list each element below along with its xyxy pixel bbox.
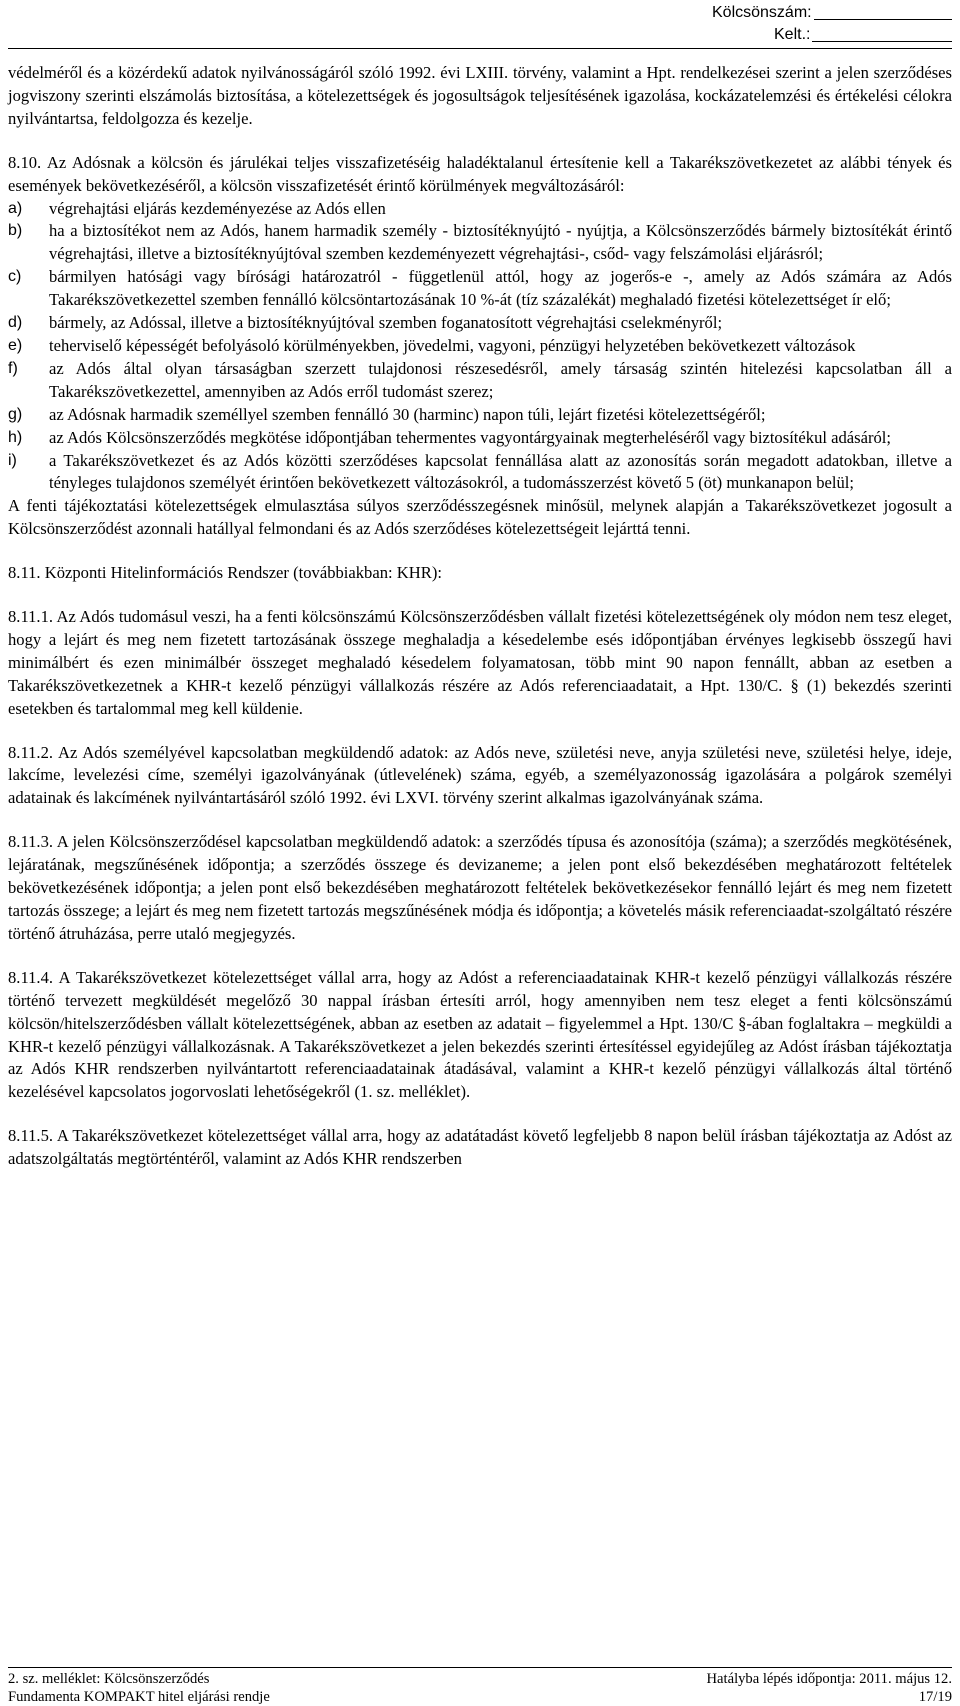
list-item: d) bármely, az Adóssal, illetve a biztosítéknyújtóval szemben foganatosított végrehajtási cselekményről; [8,313,723,333]
section-8-11-5: 8.11.5. A Takarékszövetkezet kötelezettséget vállal arra, hogy az adatátadást követő legfeljebb 8 napon belül írásban tájékoztatja az Adóst az adatszolgáltatás megtörténtéről, valamint az Adós KHR rendszerben [8,1126,952,1169]
header-divider [8,48,952,49]
section-8-11-3: 8.11.3. A jelen Kölcsönszerződésel kapcsolatban megküldendő adatok: a szerződés típusa és azonosítója (száma); a szerződés megkötésének, lejáratának, megszűnésének időpontja; a szerződés összege és devizaneme; a jelen pont első bekezdésében meghatározott feltételek bekövetkezésének időpontja; a jelen pont első bekezdésében meghatározott feltételek bekövetkezésekor fennálló lejárt és meg nem fizetett tartozás összege; a lejárt és meg nem fizetett tartozás megszűnésének módja és időpontja; a követelés másik referenciaadat-szolgáltató részére történő átruházása, perre utaló megjegyzés. [8,832,952,943]
page-header [712,2,952,46]
section-8-11-4: 8.11.4. A Takarékszövetkezet kötelezettséget vállal arra, hogy az Adóst a referenciaadatainak KHR-t kezelő pénzügyi vállalkozás részére történő tervezett megküldését megelőző 30 nappal írásban értesíti arról, hogy amennyiben nem tesz eleget a fenti kölcsönszámú kölcsön/hitelszerződésben vállalt kötelezettségének, abban az esetben az adatait – figyelemmel a Hpt. 130/C §-ában foglaltakra – megküldi a KHR-t kezelő pénzügyi vállalkozásnak. A Takarékszövetkezet a jelen bekezdés szerinti értesítéssel egyidejűleg az Adóst írásban tájékoztatja az Adós KHR rendszerben nyilvántartott referenciaadatainak átadásával, valamint a KHR-t kezelő pénzügyi vállalkozás által történő kezelésével kapcsolatos jogorvoslati lehetőségekről (1. sz. melléklet). [8,967,952,1102]
footer-effective-date: Hatályba lépés időpontja: 2011. május 12. [706,1671,952,1687]
list-item: h) az Adós Kölcsönszerződés megkötése időpontjában tehermentes vagyontárgyainak megterheléséről vagy biztosítékul adásáról; [8,427,892,447]
page-footer [8,1667,952,1706]
page-number: 17/19 [918,1689,952,1705]
intro-paragraph: védelméről és a közérdekű adatok nyilvánosságáról szóló 1992. évi LXIII. törvény, valamint a Hpt. rendelkezései szerint a jelen szerződéses jogviszony szerinti elszámolás biztosítása, a kötelezettségek és jogosultságok teljesítésének igazolása, kockázatelemzési és értékelési célokra nyilvántartsa, feldolgozza és kezelje. [8,63,952,128]
footer-document-title: Fundamenta KOMPAKT hitel eljárási rendje [8,1689,270,1705]
footer-attachment: 2. sz. melléklet: Kölcsönszerződés [8,1671,210,1687]
list-item: e) teherviselő képességét befolyásoló körülményekben, jövedelmi, vagyoni, pénzügyi helyzetében bekövetkezett változások [8,335,856,355]
section-8-10-closing: A fenti tájékoztatási kötelezettségek elmulasztása súlyos szerződésszegésnek minősül, melynek alapján a Takarékszövetkezet jogosult a Kölcsönszerződést azonnali hatállyal felmondani és az Adós szerződéses kötelezettségeit lejárttá tenni. [8,496,952,539]
loan-number-label: Kölcsönszám: [712,4,812,21]
section-8-11-heading: 8.11. Központi Hitelinformációs Rendszer (továbbiakban: KHR): [8,563,442,583]
loan-number-field [712,2,952,24]
date-field [712,24,952,46]
section-8-10: 8.10. Az Adósnak a kölcsön és járulékai teljes visszafizetéséig haladéktalanul értesítenie kell a Takarékszövetkezetet az alábbi tények és események bekövetkezéséről, a kölcsön visszafizetését érintő körülmények megváltozásáról: [8,152,952,195]
section-8-11-1: 8.11.1. Az Adós tudomásul veszi, ha a fenti kölcsönszámú Kölcsönszerződésben vállalt fizetési kötelezettségének oly módon nem tesz eleget, hogy a lejárt és meg nem fizetett tartozásának összege meghaladja a késedelembe esés időpontjában érvényes legkisebb összegű havi minimálbért és ezen minimálbér összeget meghaladó késedelem folyamatosan, több mint 90 napon fennállt, abban az esetben a Takarékszövetkezetnek a KHR-t kezelő pénzügyi vállalkozás részére az Adós referenciaadatait, a Hpt. 130/C. § (1) bekezdés szerinti esetekben és tartalommal meg kell küldenie. [8,607,952,718]
list-item: a) végrehajtási eljárás kezdeményezése az Adós ellen [8,198,386,218]
loan-number-blank [814,2,952,20]
date-blank [812,24,952,42]
list-item: g) az Adósnak harmadik személlyel szemben fennálló 30 (harminc) napon túli, lejárt fizetési kötelezettségéről; [8,404,766,424]
list-item: c) bármilyen hatósági vagy bírósági határozatról - függetlenül attól, hogy az jogerős-e -, amely az Adós számára az Adós Takarékszövetkezettel szemben fennálló kölcsöntartozásának 10 %-át (tíz százalékát) meghaladó fizetési kötelezettséget ír elő; [8,267,952,310]
date-label: Kelt.: [774,26,811,43]
section-8-11-2: 8.11.2. Az Adós személyével kapcsolatban megküldendő adatok: az Adós neve, születési neve, anyja születési neve, születési helye, ideje, lakcíme, levelezési címe, személyi igazolványának (útlevelének) száma, egyéb, a személyazonosság igazolására a polgárok személyi adatainak és lakcímének nyilvántartásáról szóló 1992. évi LXVI. törvény szerint alkalmas igazolványának száma. [8,742,952,808]
notification-list [8,198,952,496]
list-item: b) ha a biztosítékot nem az Adós, hanem harmadik személy - biztosítéknyújtó - nyújtja, a Kölcsönszerződés bármely biztosítékát érintő végrehajtási, illetve a biztosítéknyújtóval szemben kezdeményezett végrehajtási-, csőd- vagy felszámolási eljárásról; [8,221,952,264]
list-item: i) a Takarékszövetkezet és az Adós közötti szerződéses kapcsolat fennállása alatt az azonosítás során megadott adatokban, illetve a tényleges tulajdonos személyét érintően bekövetkezett változásokról, a tudomásszerzést követő 5 (öt) munkanapon belül; [8,450,952,493]
document-body [8,62,952,1192]
list-item: f) az Adós által olyan társaságban szerzett tulajdonosi részesedésről, amely társaság szintén hitelezési kapcsolatban áll a Takarékszövetkezettel, amennyiben az Adós erről tudomást szerez; [8,358,952,401]
